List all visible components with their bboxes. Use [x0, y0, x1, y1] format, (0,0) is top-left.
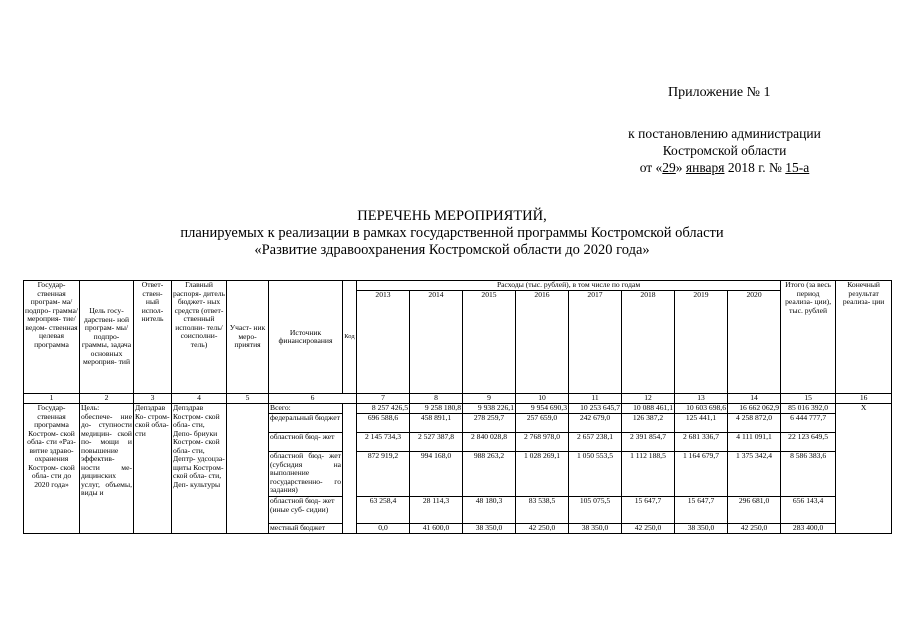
header-total: Итого (за весь период реализа- ции), тыс. рублей: [781, 281, 836, 394]
code-cell: [343, 404, 357, 534]
decree-date-prefix: от «: [639, 160, 663, 175]
value-cell: 10 088 461,1: [622, 404, 675, 414]
source-cell: местный бюджет: [269, 524, 343, 534]
decree-number: 15-а: [785, 160, 810, 175]
value-cell: 42 250,0: [622, 524, 675, 534]
decree-year: 2018 г. №: [724, 160, 786, 175]
header-goal: Цель госу- дарствен- ной програм- мы/ подпро- граммы, задача основных мероприя- тий: [80, 281, 134, 394]
value-cell: 2 768 978,0: [516, 433, 569, 452]
col-number: 5: [227, 394, 269, 404]
value-cell: 296 681,0: [728, 497, 781, 524]
decree-day: 29: [662, 160, 676, 175]
header-row-1: [24, 281, 892, 291]
value-cell: 1 050 553,5: [569, 452, 622, 497]
value-cell: 63 258,4: [357, 497, 410, 524]
value-cell: 1 112 188,5: [622, 452, 675, 497]
gs-cell: Депздрав Костром- ской обла- сти, Депо- бриуки Костром- ской обла- сти, Дептр- удсоцза- щиты Костром- ской обла- сти, Деп- культуры: [172, 404, 227, 534]
appendix-label: Приложение № 1: [668, 85, 771, 100]
value-cell: 8 257 426,5: [357, 404, 410, 414]
value-cell: 15 647,7: [675, 497, 728, 524]
value-cell: 2 391 854,7: [622, 433, 675, 452]
year-cell: 2019: [675, 291, 728, 394]
table-row-total: [24, 404, 892, 414]
col-number: 1: [24, 394, 80, 404]
year-cell: 2020: [728, 291, 781, 394]
header-code: Код: [343, 281, 357, 394]
header-source: Источник финансирования: [269, 281, 343, 394]
value-cell: 42 250,0: [728, 524, 781, 534]
col-number: 11: [569, 394, 622, 404]
source-cell: областной бюд- жет (субсидия на выполнение государственно- го задания): [269, 452, 343, 497]
value-cell: 4 258 872,0: [728, 414, 781, 433]
col-number: 12: [622, 394, 675, 404]
value-cell: 28 114,3: [410, 497, 463, 524]
year-cell: 2017: [569, 291, 622, 394]
decree-line-1: к постановлению администрации: [628, 126, 821, 141]
value-cell: 278 259,7: [463, 414, 516, 433]
source-cell: областной бюд- жет: [269, 433, 343, 452]
heading-line-2: планируемых к реализации в рамках государственной программы Костромской области: [180, 225, 724, 241]
value-cell: 15 647,7: [622, 497, 675, 524]
col-number: 4: [172, 394, 227, 404]
value-cell: 2 527 387,8: [410, 433, 463, 452]
source-cell: федеральный бюджет: [269, 414, 343, 433]
value-cell: 2 657 238,1: [569, 433, 622, 452]
value-cell: 9 954 690,3: [516, 404, 569, 414]
year-cell: 2014: [410, 291, 463, 394]
value-cell: 2 681 336,7: [675, 433, 728, 452]
value-cell: 242 679,0: [569, 414, 622, 433]
value-cell: 41 600,0: [410, 524, 463, 534]
value-cell: 458 891,1: [410, 414, 463, 433]
col-number: 13: [675, 394, 728, 404]
value-cell: 126 387,2: [622, 414, 675, 433]
heading-line-3: «Развитие здравоохранения Костромской области до 2020 года»: [254, 242, 650, 258]
value-cell: 83 538,5: [516, 497, 569, 524]
participant-cell: [227, 404, 269, 534]
decree-month: января: [685, 160, 725, 175]
program-name-cell: Государ- ственная программа Костром- ской обла- сти «Раз- витие здраво- охранения Костром- ской обла- сти до 2020 года»: [24, 404, 80, 534]
total-cell: 22 123 649,5: [781, 433, 836, 452]
value-cell: 38 350,0: [569, 524, 622, 534]
col-number: 16: [836, 394, 892, 404]
value-cell: 696 588,6: [357, 414, 410, 433]
source-cell: областной бюд- жет (иные суб- сидии): [269, 497, 343, 524]
value-cell: 125 441,1: [675, 414, 728, 433]
decree-date-line: [612, 159, 837, 176]
year-cell: 2016: [516, 291, 569, 394]
document-heading: [0, 208, 904, 259]
header-gs: Главный распоря- дитель бюджет- ных средств (ответ- ственный исполни- тель/ соисполни- тель): [172, 281, 227, 394]
year-cell: 2013: [357, 291, 410, 394]
value-cell: 105 075,5: [569, 497, 622, 524]
year-cell: 2015: [463, 291, 516, 394]
value-cell: 0,0: [357, 524, 410, 534]
value-cell: 48 180,3: [463, 497, 516, 524]
total-cell: 8 586 383,6: [781, 452, 836, 497]
total-cell: 283 400,0: [781, 524, 836, 534]
header-participant: Участ- ник меро- приятия: [227, 281, 269, 394]
decree-line-2: Костромской области: [662, 143, 787, 158]
value-cell: 2 840 028,8: [463, 433, 516, 452]
header-responsible: Ответ- ствен- ный испол- нитель: [134, 281, 172, 394]
value-cell: 994 168,0: [410, 452, 463, 497]
col-number: 15: [781, 394, 836, 404]
value-cell: 38 350,0: [675, 524, 728, 534]
header-expenses: Расходы (тыс. рублей), в том числе по годам: [357, 281, 781, 291]
source-cell: Всего:: [269, 404, 343, 414]
col-number: 3: [134, 394, 172, 404]
value-cell: 988 263,2: [463, 452, 516, 497]
value-cell: 1 028 269,1: [516, 452, 569, 497]
value-cell: 9 258 180,8: [410, 404, 463, 414]
col-number: 10: [516, 394, 569, 404]
value-cell: 38 350,0: [463, 524, 516, 534]
value-cell: 1 164 679,7: [675, 452, 728, 497]
header-program: Государ- ственная програм- ма/ подпро- грамма/ мероприя- тие/ ведом- ственная целевая программа: [24, 281, 80, 394]
value-cell: 1 375 342,4: [728, 452, 781, 497]
col-number: 8: [410, 394, 463, 404]
result-cell: Х: [836, 404, 892, 534]
total-cell: 85 016 392,0: [781, 404, 836, 414]
value-cell: 10 603 698,6: [675, 404, 728, 414]
responsible-cell: Депздрав Ко- стром- ской обла- сти: [134, 404, 172, 534]
goal-cell: Цель: обеспече- ние до- ступности медицин- ской по- мощи и повышение эффектив- ности ме- дицинских услуг, объемы, виды и: [80, 404, 134, 534]
value-cell: 10 253 645,7: [569, 404, 622, 414]
value-cell: 4 111 091,1: [728, 433, 781, 452]
column-number-row: [24, 394, 892, 404]
value-cell: 9 938 226,1: [463, 404, 516, 414]
value-cell: 2 145 734,3: [357, 433, 410, 452]
year-cell: 2018: [622, 291, 675, 394]
value-cell: 257 659,0: [516, 414, 569, 433]
value-cell: 872 919,2: [357, 452, 410, 497]
measures-table: [23, 280, 892, 534]
decree-date-mid: »: [675, 160, 686, 175]
col-number: 2: [80, 394, 134, 404]
decree-reference: [612, 125, 837, 176]
value-cell: 42 250,0: [516, 524, 569, 534]
total-cell: 6 444 777,7: [781, 414, 836, 433]
col-number: 7: [357, 394, 410, 404]
header-result: Конечный результат реализа- ции: [836, 281, 892, 394]
col-number: 6: [269, 394, 357, 404]
value-cell: 16 662 062,9: [728, 404, 781, 414]
col-number: 9: [463, 394, 516, 404]
col-number: 14: [728, 394, 781, 404]
total-cell: 656 143,4: [781, 497, 836, 524]
heading-line-1: ПЕРЕЧЕНЬ МЕРОПРИЯТИЙ,: [357, 208, 547, 224]
